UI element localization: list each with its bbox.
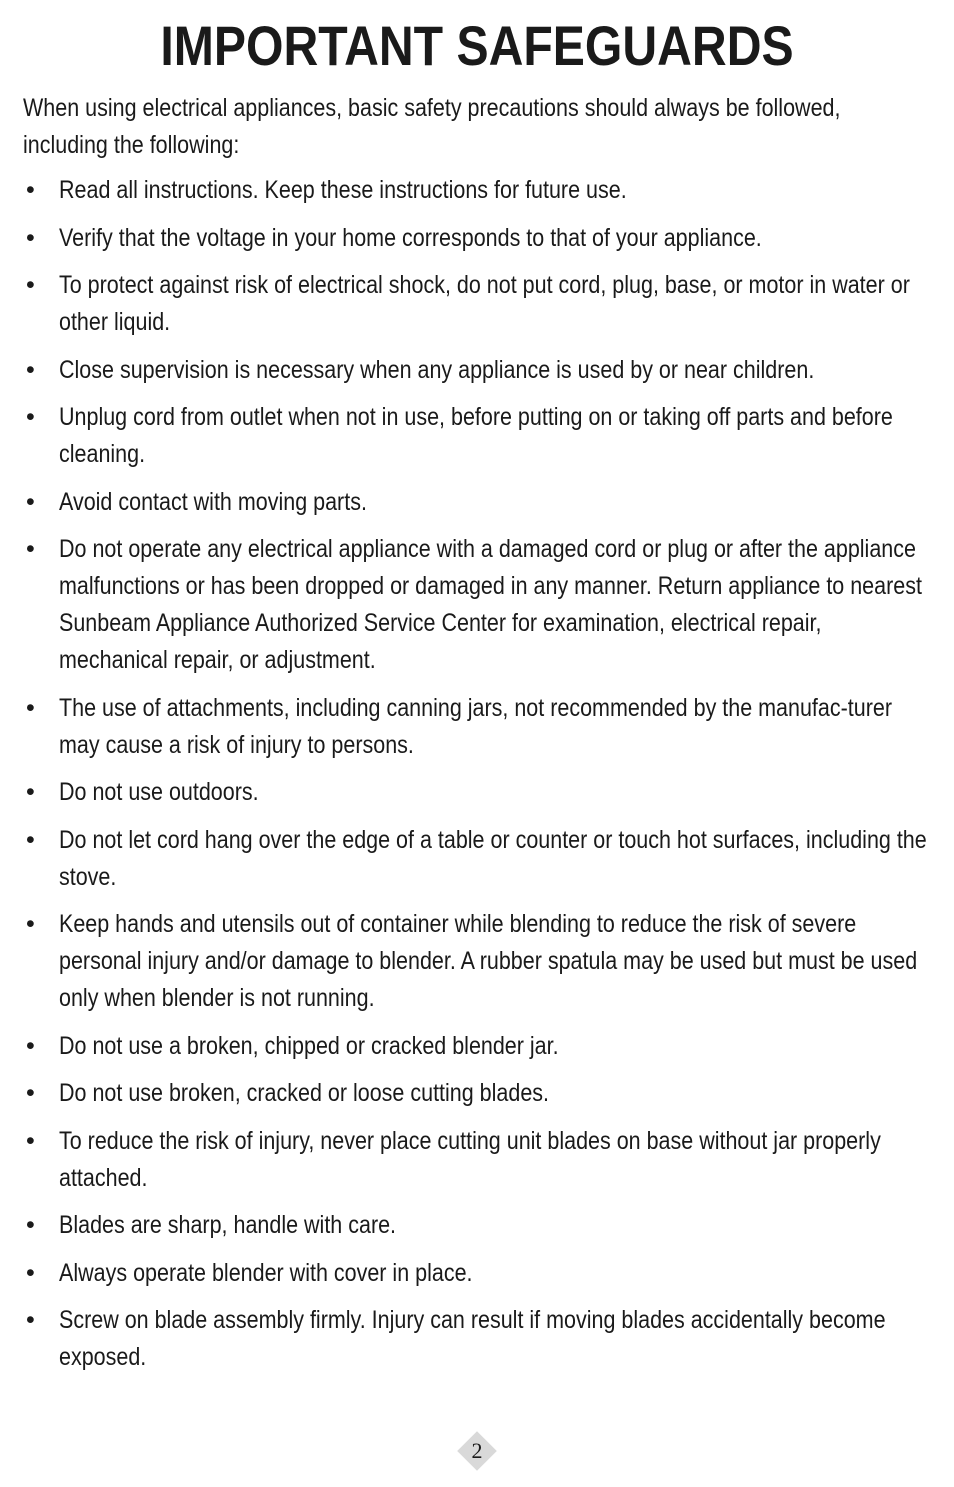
bullet-icon: • xyxy=(26,825,35,854)
list-item xyxy=(0,1302,954,1376)
list-item-text: Blades are sharp, handle with care. xyxy=(59,1211,397,1239)
bullet-icon: • xyxy=(26,355,35,384)
bullet-icon: • xyxy=(26,223,35,252)
list-item xyxy=(0,220,954,257)
list-item xyxy=(0,690,954,764)
bullet-icon: • xyxy=(26,778,35,806)
list-item xyxy=(0,1255,954,1292)
list-item-text: Do not operate any electrical appliance with a damaged cord or plug or after the appliance malfunctions or has been dropped or damaged in any manner. Return appliance to nearest Sunbeam Appliance Authorized Service Center for examination, electrical repair, mechanical repair, or adjustment. xyxy=(59,535,922,674)
list-item-text: To reduce the risk of injury, never place cutting unit blades on base without jar properly attached. xyxy=(59,1126,881,1192)
intro-paragraph: When using electrical appliances, basic safety precautions should always be followed, including the following: xyxy=(23,94,841,159)
list-item-text: Avoid contact with moving parts. xyxy=(59,487,367,516)
list-item xyxy=(0,1123,954,1197)
bullet-icon: • xyxy=(26,176,35,204)
bullet-icon: • xyxy=(26,271,35,299)
bullet-icon: • xyxy=(26,403,35,431)
list-item-text: Read all instructions. Keep these instructions for future use. xyxy=(59,176,627,204)
list-item xyxy=(0,822,954,896)
list-item-text: Always operate blender with cover in place. xyxy=(59,1258,473,1287)
bullet-icon: • xyxy=(26,910,35,938)
list-item-text: Unplug cord from outlet when not in use, before putting on or taking off parts and before cleaning. xyxy=(59,403,893,468)
bullet-icon: • xyxy=(26,1079,35,1107)
list-item-text: Screw on blade assembly firmly. Injury can result if moving blades accidentally become exposed. xyxy=(59,1306,886,1371)
list-item xyxy=(0,399,954,473)
bullet-icon: • xyxy=(26,1031,35,1060)
list-item-text: To protect against risk of electrical shock, do not put cord, plug, base, or motor in water or other liquid. xyxy=(59,271,910,336)
list-item xyxy=(0,774,954,811)
list-item-text: Keep hands and utensils out of container while blending to reduce the risk of severe personal injury and/or damage to blender. A rubber spatula may be used but must be used only when blender is not running. xyxy=(59,910,918,1012)
list-item xyxy=(0,1207,954,1244)
list-item-text: Do not use a broken, chipped or cracked blender jar. xyxy=(59,1031,559,1060)
list-item xyxy=(0,172,954,209)
list-item xyxy=(0,906,954,1017)
bullet-icon: • xyxy=(26,693,35,722)
list-item-text: Do not use broken, cracked or loose cutting blades. xyxy=(59,1079,550,1107)
list-item xyxy=(0,484,954,521)
bullet-icon: • xyxy=(26,1126,35,1155)
list-item-text: Close supervision is necessary when any appliance is used by or near children. xyxy=(59,355,815,384)
list-item xyxy=(0,1075,954,1112)
list-item-text: Do not use outdoors. xyxy=(59,778,259,806)
list-item xyxy=(0,267,954,341)
bullet-icon: • xyxy=(26,487,35,516)
list-item-text: Verify that the voltage in your home corresponds to that of your appliance. xyxy=(59,223,762,252)
page-number-badge xyxy=(458,1432,496,1470)
bullet-icon: • xyxy=(26,1258,35,1287)
list-item-text: Do not let cord hang over the edge of a table or counter or touch hot surfaces, including the stove. xyxy=(59,825,927,891)
safeguards-list xyxy=(0,172,954,1387)
bullet-icon: • xyxy=(26,1306,35,1334)
page-number: 2 xyxy=(471,1438,483,1463)
list-item xyxy=(0,352,954,389)
bullet-icon: • xyxy=(26,1211,35,1239)
page-title: IMPORTANT SAFEGUARDS xyxy=(160,14,794,77)
list-item-text: The use of attachments, including canning jars, not recommended by the manufac-turer may cause a risk of injury to persons. xyxy=(59,693,892,759)
bullet-icon: • xyxy=(26,535,35,563)
list-item xyxy=(0,531,954,679)
list-item xyxy=(0,1028,954,1065)
